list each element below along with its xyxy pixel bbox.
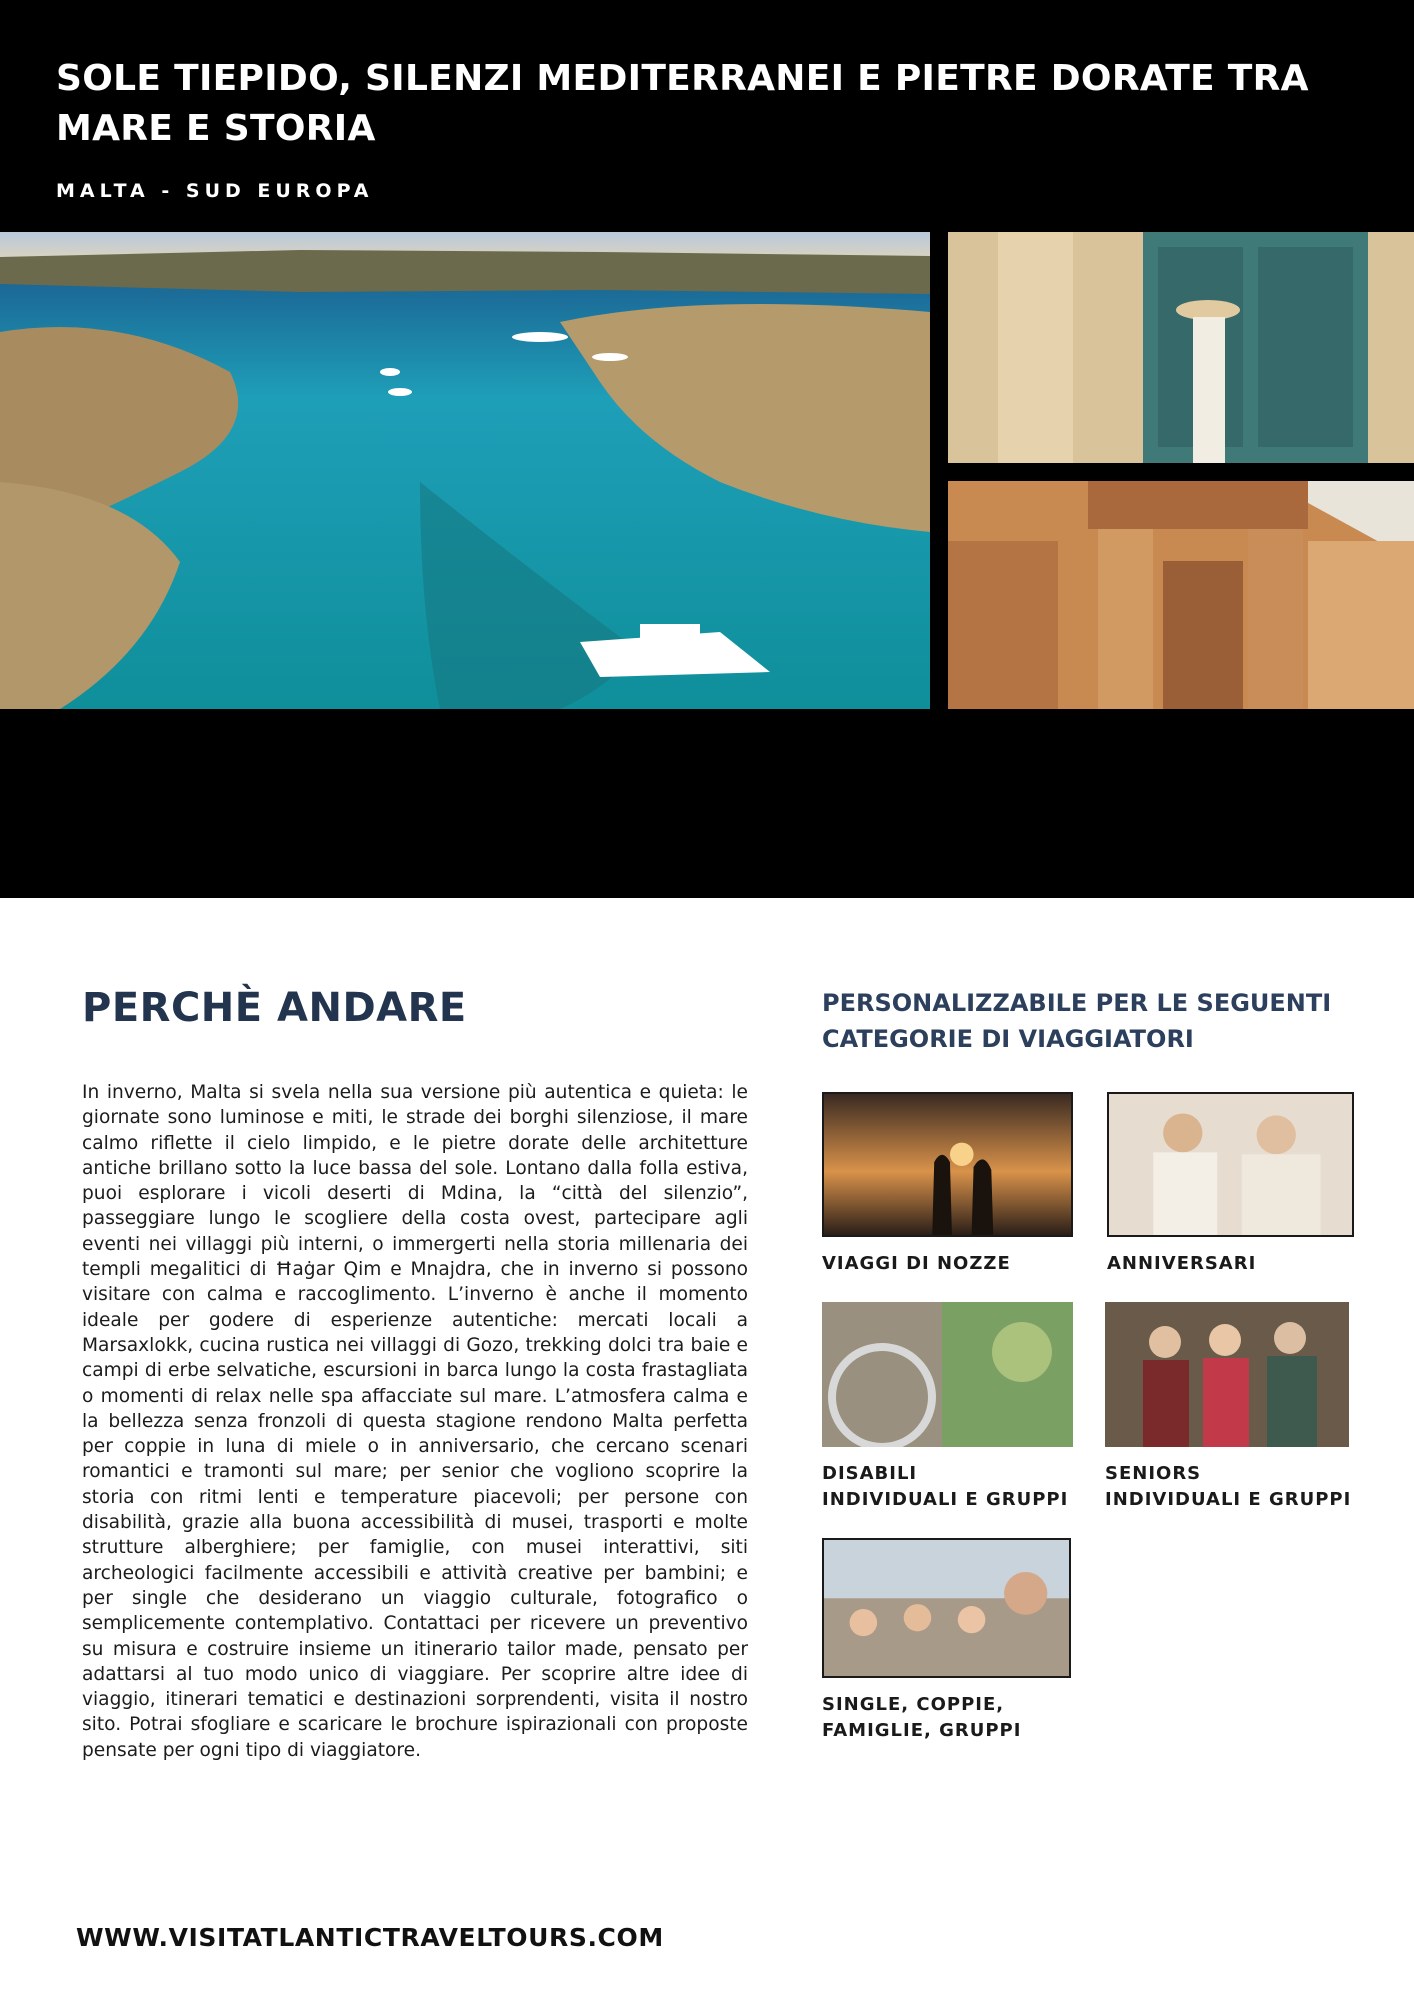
why-go-body: In inverno, Malta si svela nella sua versione più autentica e quieta: le giornate sono luminose e miti, le strade dei borghi silenziose, il mare calmo riflette il cielo limpido, e le pietre dorate delle architetture antiche brillano sotto la luce bassa del sole. Lontano dalla folla estiva, puoi esplorare i vicoli deserti di Mdina, la “città del silenzio”, passeggiare lungo le scogliere della costa ovest, partecipare agli eventi nei villaggi più interni, o immergerti nella storia millenaria dei templi megalitici di Ħaġar Qim e Mnajdra, che in inverno si possono visitare con calma e raccoglimento. L’inverno è anche il momento ideale per godere di esperienze autentiche: mercati locali a Marsaxlokk, cucina rustica nei villaggi di Gozo, trekking dolci tra baie e campi di erbe selvatiche, escursioni in barca lungo la costa frastagliata o momenti di relax nelle spa affacciate sul mare. L’atmosfera calma e la bellezza senza fronzoli di questa stagione rendono Malta perfetta per coppie in luna di miele o in anniversario, che cercano scenari romantici e tramonti sul mare; per senior che vogliono scoprire la storia con ritmi lenti e temperature piacevoli; per persone con disabilità, grazie alla buona accessibilità di musei, trasporti e molte strutture alberghiere; per famiglie, con musei interattivi, siti archeologici facilmente accessibili e attività creative per bambini; e per single che desiderano un viaggio culturale, fotografico o semplicemente contemplativo. Contattaci per ricevere un preventivo su misura e costruire insieme un itinerario tailor made, pensato per adattarsi al tuo modo unico di viaggiare. Per scoprire altre idee di viaggio, itinerari tematici e destinazioni sorprendenti, visita il nostro sito. Potrai sfogliare e scaricare le brochure ispirazionali con proposte pensate per ogni tipo di viaggiatore. — [82, 1082, 748, 1761]
temple-photo — [948, 481, 1414, 709]
categories-title: PERSONALIZZABILE PER LE SEGUENTI CATEGORIE DI VIAGGIATORI — [822, 989, 1332, 1053]
anniversary-photo — [1107, 1092, 1354, 1237]
category-seniors — [1105, 1302, 1351, 1513]
category-families — [822, 1538, 1071, 1744]
honeymoon-photo — [822, 1092, 1073, 1237]
website-link[interactable]: WWW.VISITATLANTICTRAVELTOURS.COM — [76, 1923, 664, 1952]
destination-subtitle: MALTA - SUD EUROPA — [56, 180, 374, 202]
door-photo — [948, 232, 1414, 463]
category-honeymoon — [822, 1092, 1073, 1277]
category-label: ANNIVERSARI — [1107, 1253, 1257, 1274]
category-anniversary — [1107, 1092, 1354, 1277]
category-label: VIAGGI DI NOZZE — [822, 1253, 1011, 1274]
category-disabled — [822, 1302, 1073, 1513]
category-label: DISABILI INDIVIDUALI E GRUPPI — [822, 1463, 1069, 1510]
families-photo — [822, 1538, 1071, 1678]
category-label: SINGLE, COPPIE, FAMIGLIE, GRUPPI — [822, 1694, 1022, 1741]
hero-banner — [0, 0, 1414, 898]
why-go-title: PERCHÈ ANDARE — [82, 985, 467, 1031]
bay-photo — [0, 232, 930, 709]
disabled-photo — [822, 1302, 1073, 1447]
page-title: SOLE TIEPIDO, SILENZI MEDITERRANEI E PIETRE DORATE TRA MARE E STORIA — [56, 58, 1309, 149]
seniors-photo — [1105, 1302, 1349, 1447]
category-label: SENIORS INDIVIDUALI E GRUPPI — [1105, 1463, 1352, 1510]
